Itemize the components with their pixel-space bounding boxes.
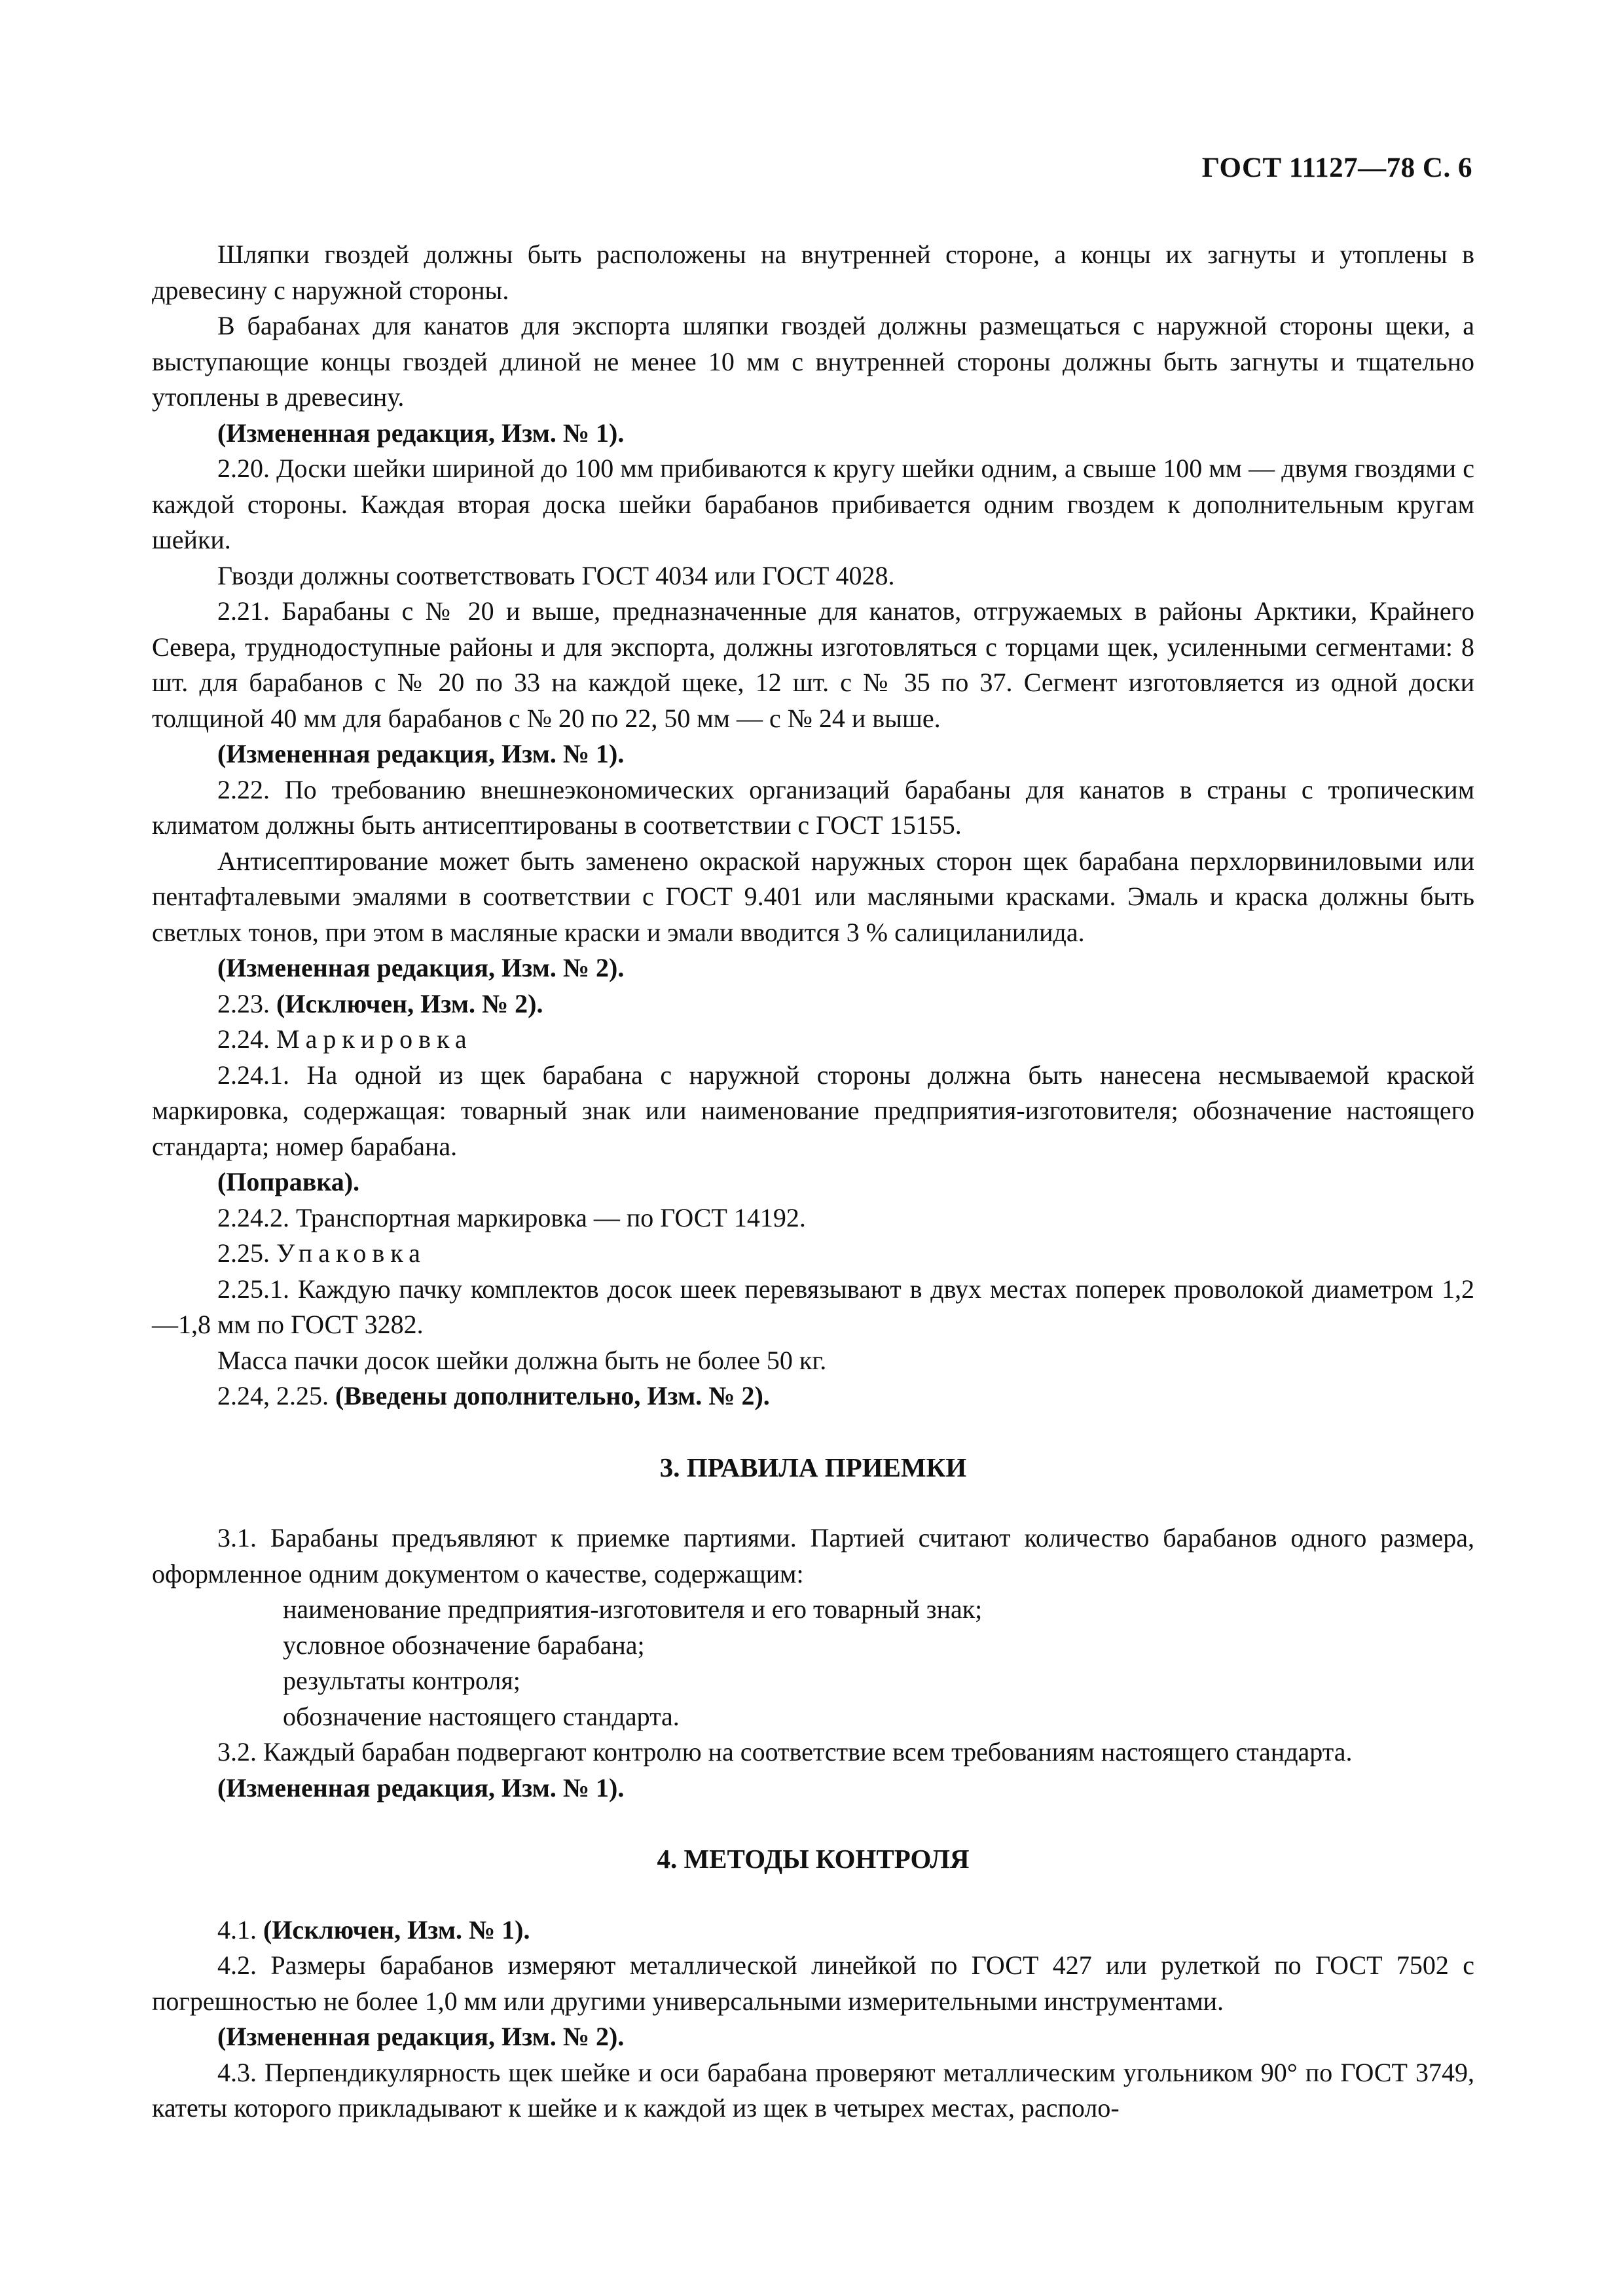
paragraph: Масса пачки досок шейки должна быть не более 50 кг. — [217, 1345, 827, 1375]
clause-heading: Упаковка — [276, 1238, 426, 1268]
paragraph: 3.2. Каждый барабан подвергают контролю на соответствие всем требованиям настоящего стандарта. — [217, 1737, 1353, 1767]
paragraph: 2.21. Барабаны с № 20 и выше, предназначенные для канатов, отгружаемых в районы Арктики, Крайнего Севера, труднодоступные районы и для экспорта, должны изготовляться с торцами щек, усиленными сегментами: 8 шт. для барабанов с № 20 по 33 на каждой щеке, 12 шт. с № 35 по 37. Сегмент изготовляется из одной доски толщиной 40 мм для барабанов с № 20 по 22, 50 мм — с № 24 и выше. — [152, 596, 1474, 733]
list-item: наименование предприятия-изготовителя и его товарный знак; — [283, 1594, 983, 1624]
paragraph: 4.3. Перпендикулярность щек шейке и оси барабана проверяют металлическим угольником 90° по ГОСТ 3749, катеты которого прикладывают к шейке и к каждой из щек в четырех местах, располо- — [152, 2057, 1474, 2123]
section-gap — [152, 1877, 1474, 1912]
section-title: 4. МЕТОДЫ КОНТРОЛЯ — [657, 1844, 970, 1874]
document-body — [152, 237, 1474, 2126]
running-header: ГОСТ 11127—78 С. 6 — [1201, 152, 1472, 183]
paragraph: 3.1. Барабаны предъявляют к приемке партиями. Партией считают количество барабанов одного размера, оформленное одним документом о качестве, содержащим: — [152, 1523, 1474, 1588]
paragraph: 2.24.2. Транспортная маркировка — по ГОСТ 14192. — [217, 1202, 806, 1232]
amendment-note: (Измененная редакция, Изм. № 2). — [217, 953, 625, 982]
paragraph: 2.24.1. На одной из щек барабана с наружной стороны должна быть нанесена несмываемой краской маркировка, содержащая: товарный знак или наименование предприятия-изготовителя; обозначение настоящего стандарта; номер барабана. — [152, 1060, 1474, 1161]
amendment-note: (Введены дополнительно, Изм. № 2). — [335, 1381, 770, 1410]
paragraph: Гвозди должны соответствовать ГОСТ 4034 или ГОСТ 4028. — [217, 560, 895, 590]
amendment-note: (Исключен, Изм. № 2). — [276, 988, 543, 1018]
amendment-note: (Поправка). — [217, 1167, 360, 1196]
section-title: 3. ПРАВИЛА ПРИЕМКИ — [659, 1452, 967, 1482]
clause-number: 2.23. — [217, 988, 270, 1018]
amendment-note: (Измененная редакция, Изм. № 1). — [217, 1772, 625, 1803]
paragraph — [152, 1912, 1474, 1948]
paragraph — [152, 986, 1474, 1022]
paragraph: 2.25.1. Каждую пачку комплектов досок шеек перевязывают в двух местах поперек проволокой диаметром 1,2—1,8 мм по ГОСТ 3282. — [152, 1274, 1474, 1339]
section-gap — [152, 1414, 1474, 1450]
clause-number: 2.24. — [217, 1024, 270, 1054]
clause-number: 4.1. — [217, 1914, 257, 1945]
amendment-note: (Измененная редакция, Изм. № 1). — [217, 739, 625, 768]
paragraph: Антисептирование может быть заменено окраской наружных сторон щек барабана перхлорвиниловыми или пентафталевыми эмалями в соответствии с ГОСТ 9.401 или масляными красками. Эмаль и краска должны быть светлых тонов, при этом в масляные краски и эмали вводится 3 % салициланилида. — [152, 846, 1474, 947]
paragraph: Шляпки гвоздей должны быть расположены на внутренней стороне, а концы их загнуты и утоплены в древесину с наружной стороны. — [152, 240, 1474, 305]
amendment-note: (Измененная редакция, Изм. № 1). — [217, 418, 625, 448]
paragraph — [152, 1378, 1474, 1414]
paragraph — [152, 1236, 1474, 1272]
amendment-note: (Исключен, Изм. № 1). — [263, 1914, 530, 1945]
list-item: результаты контроля; — [283, 1666, 520, 1695]
list-item: условное обозначение барабана; — [283, 1630, 645, 1660]
paragraph: В барабанах для канатов для экспорта шляпки гвоздей должны размещаться с наружной стороны щеки, а выступающие концы гвоздей длиной не менее 10 мм с внутренней стороны должны быть загнуты и тщательно утоплены в древесину. — [152, 311, 1474, 412]
paragraph: 2.22. По требованию внешнеэкономических организаций барабаны для канатов в страны с тропическим климатом должны быть антисептированы в соответствии с ГОСТ 15155. — [152, 774, 1474, 840]
clause-number: 2.25. — [217, 1238, 270, 1268]
section-gap — [152, 1806, 1474, 1841]
clause-number: 2.24, 2.25. — [217, 1381, 329, 1410]
paragraph: 2.20. Доски шейки шириной до 100 мм прибиваются к кругу шейки одним, а свыше 100 мм — двумя гвоздями с каждой стороны. Каждая вторая доска шейки барабанов прибивается одним гвоздем к дополнительным кругам шейки. — [152, 454, 1474, 554]
amendment-note: (Измененная редакция, Изм. № 2). — [217, 2022, 625, 2051]
clause-heading: Маркировка — [276, 1024, 473, 1054]
paragraph: 4.2. Размеры барабанов измеряют металлической линейкой по ГОСТ 427 или рулеткой по ГОСТ 7502 с погрешностью не более 1,0 мм или другими универсальными измерительными инструментами. — [152, 1950, 1474, 2016]
list-item: обозначение настоящего стандарта. — [283, 1701, 680, 1731]
section-gap — [152, 1485, 1474, 1520]
paragraph — [152, 1022, 1474, 1058]
